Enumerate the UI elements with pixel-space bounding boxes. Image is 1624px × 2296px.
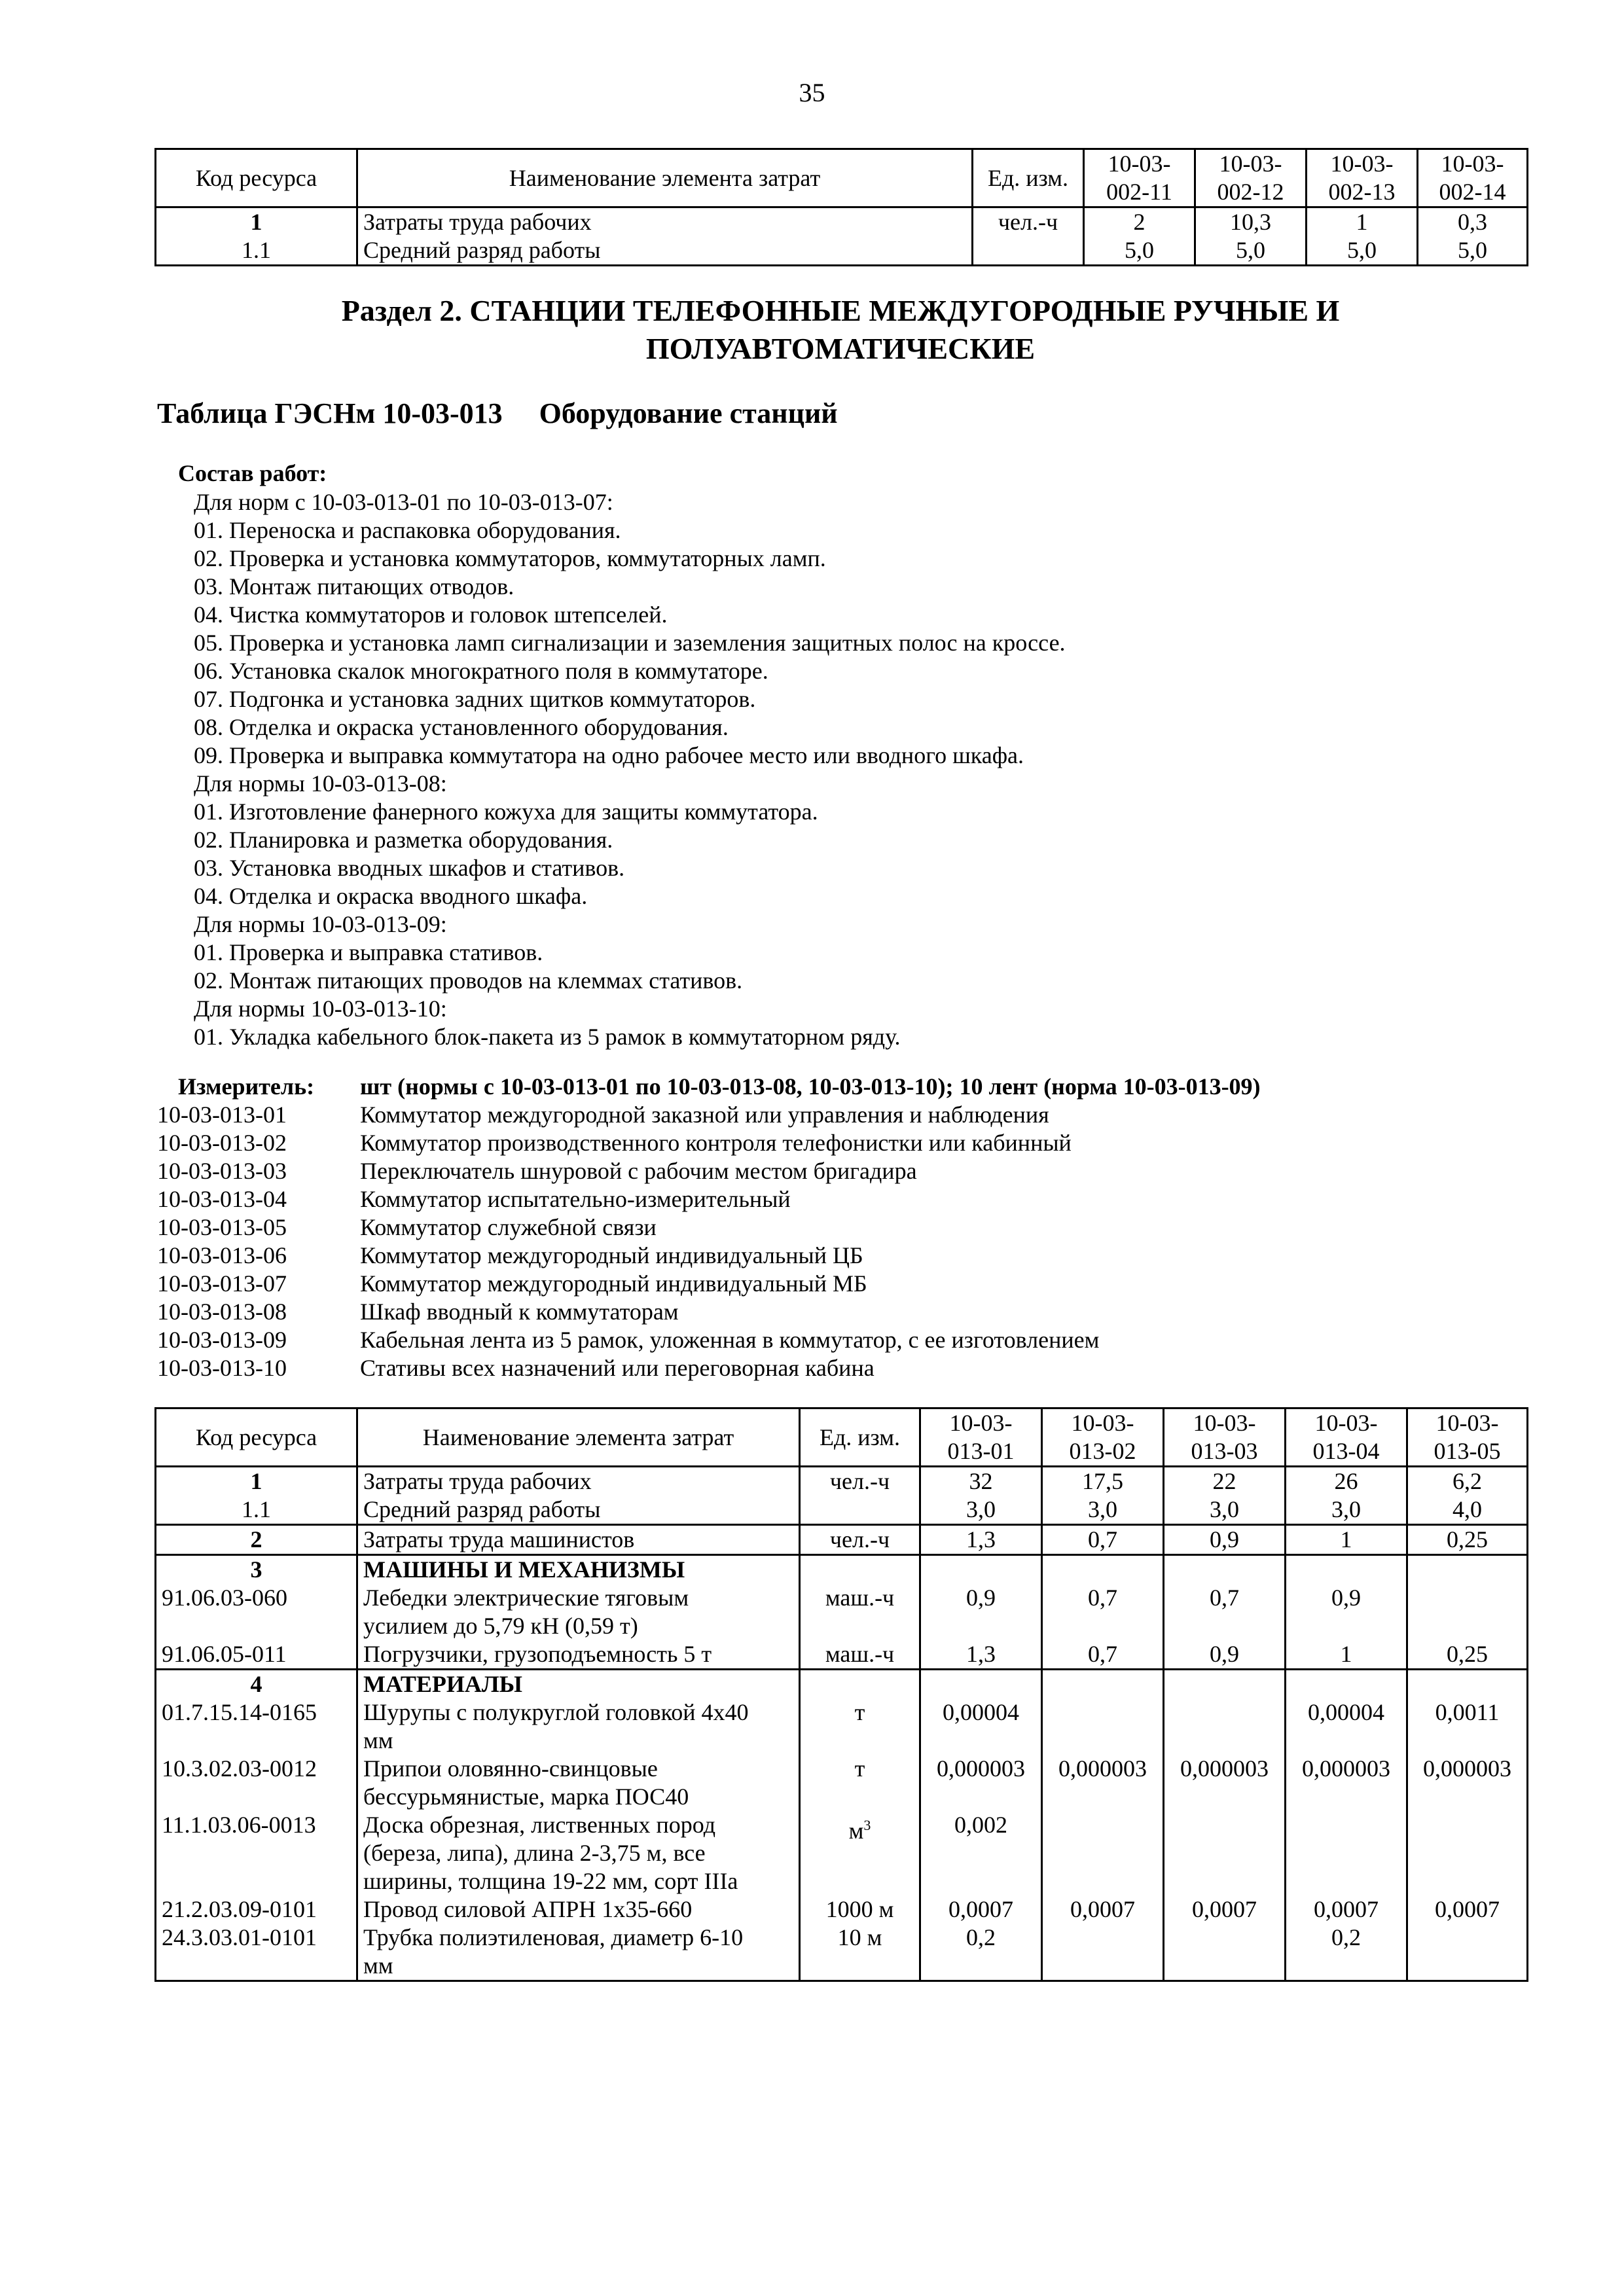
norm-code: 10-03-013-09 xyxy=(157,1327,287,1353)
work-item: 06. Установка скалок многократного поля в коммутаторе. xyxy=(194,658,768,684)
norm-code: 10-03-013-02 xyxy=(157,1130,287,1156)
measure-block xyxy=(157,1073,1261,1382)
unit: чел.-ч xyxy=(800,1525,920,1555)
norm-row xyxy=(157,1157,1261,1185)
norm-value: 0,002 xyxy=(920,1811,1042,1895)
norm-value: 0,000003 xyxy=(1286,1755,1407,1811)
norm-row xyxy=(157,1298,1261,1326)
norm-value: 1 xyxy=(1286,1640,1407,1670)
norm-row xyxy=(157,1270,1261,1298)
resource-code: 10.3.02.03-0012 xyxy=(156,1755,357,1811)
page-number: 35 xyxy=(799,78,825,107)
table-row xyxy=(156,1698,1528,1755)
table-row xyxy=(156,1467,1528,1496)
norm-value xyxy=(1164,1698,1286,1755)
norm-row xyxy=(157,1326,1261,1354)
work-item: 02. Проверка и установка коммутаторов, коммутаторных ламп. xyxy=(194,545,826,571)
norm-code: 10-03-013-05 xyxy=(157,1214,287,1240)
norm-value xyxy=(1042,1811,1164,1895)
work-item: 01. Проверка и выправка стативов. xyxy=(194,939,543,965)
header-norm-column: 10-03- 013-01 xyxy=(920,1408,1042,1467)
norm-value: 0,9 xyxy=(1164,1525,1286,1555)
norm-value: 3,0 xyxy=(1042,1496,1164,1525)
norm-value: 3,0 xyxy=(1164,1496,1286,1525)
table-header-row xyxy=(156,1408,1528,1467)
norm-name: Шкаф вводный к коммутаторам xyxy=(360,1299,679,1325)
unit xyxy=(800,1555,920,1585)
resource-code: 4 xyxy=(156,1670,357,1699)
unit: маш.-ч xyxy=(800,1584,920,1640)
norm-value: 6,2 xyxy=(1407,1467,1528,1496)
work-item: Для норм с 10-03-013-01 по 10-03-013-07: xyxy=(194,489,613,515)
norm-value: 0,7 xyxy=(1042,1640,1164,1670)
cost-element-name: МАШИНЫ И МЕХАНИЗМЫ xyxy=(357,1555,800,1585)
norm-value: 0,2 xyxy=(1286,1924,1407,1981)
work-item: 03. Установка вводных шкафов и стативов. xyxy=(194,855,625,881)
resource-code: 11.1.03.06-0013 xyxy=(156,1811,357,1895)
work-item: Для нормы 10-03-013-09: xyxy=(194,911,447,937)
cost-element-name: Провод силовой АПРН 1х35-660 xyxy=(357,1895,800,1924)
cost-element-name: Погрузчики, грузоподъемность 5 т xyxy=(357,1640,800,1670)
norm-value xyxy=(1286,1811,1407,1895)
unit: 1000 м xyxy=(800,1895,920,1924)
work-item: 04. Отделка и окраска вводного шкафа. xyxy=(194,883,588,909)
header-resource-code: Код ресурса xyxy=(156,1408,357,1467)
header-norm-column: 10-03- 002-12 xyxy=(1195,149,1307,207)
norm-code: 10-03-013-01 xyxy=(157,1102,287,1128)
measure-text: шт (нормы с 10-03-013-01 по 10-03-013-08, 10-03-013-10); 10 лент (норма 10-03-013-09) xyxy=(360,1073,1261,1100)
table-row xyxy=(156,1640,1528,1670)
work-item: 02. Монтаж питающих проводов на клеммах стативов. xyxy=(194,967,743,994)
unit xyxy=(800,1496,920,1525)
resource-code: 2 xyxy=(156,1525,357,1555)
unit: чел.-ч xyxy=(800,1467,920,1496)
header-norm-column: 10-03- 002-14 xyxy=(1418,149,1528,207)
norm-value: 0,0007 xyxy=(1042,1895,1164,1924)
norm-value xyxy=(1042,1555,1164,1585)
work-composition-list xyxy=(194,488,1066,1051)
work-item: 09. Проверка и выправка коммутатора на одно рабочее место или вводного шкафа. xyxy=(194,742,1024,768)
norm-code: 10-03-013-04 xyxy=(157,1186,287,1212)
work-composition-heading: Состав работ: xyxy=(178,460,327,486)
table-title xyxy=(157,395,838,432)
header-cost-element: Наименование элемента затрат xyxy=(357,1408,800,1467)
section-title: Раздел 2. СТАНЦИИ ТЕЛЕФОННЫЕ МЕЖДУГОРОДНЫЕ РУЧНЫЕ И ПОЛУАВТОМАТИЧЕСКИЕ xyxy=(341,294,1340,365)
cost-element-name: МАТЕРИАЛЫ xyxy=(357,1670,800,1699)
header-unit: Ед. изм. xyxy=(800,1408,920,1467)
unit: $м^3$ xyxy=(800,1811,920,1895)
resource-code: 1.1 xyxy=(156,1496,357,1525)
norm-name: Коммутатор производственного контроля телефонистки или кабинный xyxy=(360,1130,1072,1156)
table-row: 1.1 Средний разряд работы 5,0 5,0 5,0 5,0 xyxy=(156,236,1528,266)
measure-line xyxy=(157,1073,1261,1101)
norm-value: 0,0007 xyxy=(1164,1895,1286,1924)
table-row xyxy=(156,1811,1528,1895)
cost-element-name: Затраты труда рабочих xyxy=(357,1467,800,1496)
resource-code: 91.06.05-011 xyxy=(156,1640,357,1670)
norm-value: 0,000003 xyxy=(1042,1755,1164,1811)
top-resource-table xyxy=(154,148,1528,266)
norm-value: 22 xyxy=(1164,1467,1286,1496)
unit: т xyxy=(800,1698,920,1755)
table-code: Таблица ГЭСНм 10-03-013 xyxy=(157,397,503,429)
norm-row xyxy=(157,1213,1261,1242)
unit: маш.-ч xyxy=(800,1640,920,1670)
norm-name: Стативы всех назначений или переговорная кабина xyxy=(360,1355,875,1381)
header-norm-column: 10-03- 013-05 xyxy=(1407,1408,1528,1467)
work-item: Для нормы 10-03-013-10: xyxy=(194,996,447,1022)
table-header-row xyxy=(156,149,1528,207)
norm-code: 10-03-013-06 xyxy=(157,1242,287,1268)
norm-value: 1,3 xyxy=(920,1525,1042,1555)
norm-code: 10-03-013-10 xyxy=(157,1355,287,1381)
norm-value: 0,25 xyxy=(1407,1640,1528,1670)
norm-value: 0,7 xyxy=(1042,1584,1164,1640)
cost-element-name: Затраты труда машинистов xyxy=(357,1525,800,1555)
unit xyxy=(800,1670,920,1699)
work-item: 07. Подгонка и установка задних щитков коммутаторов. xyxy=(194,686,756,712)
norm-value: 0,9 xyxy=(920,1584,1042,1640)
resource-code: 21.2.03.09-0101 xyxy=(156,1895,357,1924)
work-item: 01. Укладка кабельного блок-пакета из 5 рамок в коммутаторном ряду. xyxy=(194,1024,901,1050)
norm-row xyxy=(157,1185,1261,1213)
norm-value xyxy=(1407,1555,1528,1585)
norm-value: 26 xyxy=(1286,1467,1407,1496)
norm-value xyxy=(1164,1811,1286,1895)
norm-value: 0,0007 xyxy=(920,1895,1042,1924)
norm-code: 10-03-013-03 xyxy=(157,1158,287,1184)
norm-value xyxy=(1407,1924,1528,1981)
norm-name: Переключатель шнуровой с рабочим местом бригадира xyxy=(360,1158,917,1184)
header-norm-column: 10-03- 013-03 xyxy=(1164,1408,1286,1467)
header-norm-column: 10-03- 002-13 xyxy=(1307,149,1418,207)
unit: т xyxy=(800,1755,920,1811)
cost-element-name: Средний разряд работы xyxy=(357,1496,800,1525)
norm-name: Коммутатор междугородный индивидуальный ЦБ xyxy=(360,1242,863,1268)
table-row xyxy=(156,1755,1528,1811)
norm-value: 0,7 xyxy=(1164,1584,1286,1640)
table-row: 1 Затраты труда рабочих чел.-ч 2 10,3 1 0,3 xyxy=(156,207,1528,237)
norm-value xyxy=(1164,1670,1286,1699)
resource-code: 91.06.03-060 xyxy=(156,1584,357,1640)
header-norm-column: 10-03- 013-02 xyxy=(1042,1408,1164,1467)
table-name: Оборудование станций xyxy=(539,397,838,429)
work-item: 04. Чистка коммутаторов и головок штепселей. xyxy=(194,601,668,628)
norm-value: 0,00004 xyxy=(1286,1698,1407,1755)
table-row xyxy=(156,1555,1528,1585)
norm-value: 17,5 xyxy=(1042,1467,1164,1496)
cost-element-name: Трубка полиэтиленовая, диаметр 6-10 мм xyxy=(357,1924,800,1981)
norm-value: 0,00004 xyxy=(920,1698,1042,1755)
norm-value: 0,0011 xyxy=(1407,1698,1528,1755)
norm-value: 0,000003 xyxy=(920,1755,1042,1811)
table-row xyxy=(156,1525,1528,1555)
norm-value: 0,0007 xyxy=(1286,1895,1407,1924)
norm-value xyxy=(1407,1584,1528,1640)
norm-value: 0,9 xyxy=(1286,1584,1407,1640)
norm-row xyxy=(157,1354,1261,1382)
table-row xyxy=(156,1496,1528,1525)
norm-value: 0,000003 xyxy=(1164,1755,1286,1811)
norm-value: 1,3 xyxy=(920,1640,1042,1670)
norm-value: 0,000003 xyxy=(1407,1755,1528,1811)
norm-value xyxy=(1042,1924,1164,1981)
resource-code: 1 xyxy=(156,1467,357,1496)
header-norm-column: 10-03- 002-11 xyxy=(1084,149,1195,207)
norm-name: Коммутатор служебной связи xyxy=(360,1214,657,1240)
work-item: 01. Изготовление фанерного кожуха для защиты коммутатора. xyxy=(194,798,818,825)
norm-row xyxy=(157,1129,1261,1157)
resource-code: 01.7.15.14-0165 xyxy=(156,1698,357,1755)
header-resource-code: Код ресурса xyxy=(156,149,357,207)
header-norm-column: 10-03- 013-04 xyxy=(1286,1408,1407,1467)
norm-list xyxy=(157,1101,1261,1382)
cost-element-name: Припои оловянно-свинцовые бессурьмянистые, марка ПОС40 xyxy=(357,1755,800,1811)
work-item: Для нормы 10-03-013-08: xyxy=(194,770,447,797)
norm-value: 0,9 xyxy=(1164,1640,1286,1670)
norm-row xyxy=(157,1242,1261,1270)
norm-value: 0,25 xyxy=(1407,1525,1528,1555)
norm-row xyxy=(157,1101,1261,1129)
header-cost-element: Наименование элемента затрат xyxy=(357,149,973,207)
work-item: 01. Переноска и распаковка оборудования. xyxy=(194,517,621,543)
norm-value: 0,7 xyxy=(1042,1525,1164,1555)
norm-value: 3,0 xyxy=(1286,1496,1407,1525)
unit: 10 м xyxy=(800,1924,920,1981)
bottom-resource-table xyxy=(154,1407,1528,1982)
work-item: 03. Монтаж питающих отводов. xyxy=(194,573,514,600)
norm-value: 3,0 xyxy=(920,1496,1042,1525)
norm-value: 32 xyxy=(920,1467,1042,1496)
norm-value xyxy=(920,1555,1042,1585)
norm-value: 4,0 xyxy=(1407,1496,1528,1525)
norm-value xyxy=(1407,1670,1528,1699)
norm-value: 1 xyxy=(1286,1525,1407,1555)
header-unit: Ед. изм. xyxy=(973,149,1084,207)
norm-name: Коммутатор междугородной заказной или управления и наблюдения xyxy=(360,1102,1049,1128)
resource-code: 3 xyxy=(156,1555,357,1585)
cost-element-name: Доска обрезная, лиственных пород (береза, липа), длина 2-3,75 м, все ширины, толщина 19-22 мм, сорт IIIа xyxy=(357,1811,800,1895)
norm-value: 0,0007 xyxy=(1407,1895,1528,1924)
cost-element-name: Лебедки электрические тяговым усилием до 5,79 кН (0,59 т) xyxy=(357,1584,800,1640)
cost-element-name: Шурупы с полукруглой головкой 4х40 мм xyxy=(357,1698,800,1755)
norm-value xyxy=(1164,1924,1286,1981)
work-item: 08. Отделка и окраска установленного оборудования. xyxy=(194,714,729,740)
norm-value xyxy=(1286,1555,1407,1585)
norm-value xyxy=(1042,1670,1164,1699)
norm-name: Коммутатор междугородный индивидуальный МБ xyxy=(360,1270,867,1297)
work-item: 05. Проверка и установка ламп сигнализации и заземления защитных полос на кроссе. xyxy=(194,630,1066,656)
norm-code: 10-03-013-07 xyxy=(157,1270,287,1297)
norm-value xyxy=(1164,1555,1286,1585)
resource-code: 24.3.03.01-0101 xyxy=(156,1924,357,1981)
norm-value xyxy=(1407,1811,1528,1895)
measure-label: Измеритель: xyxy=(178,1073,315,1100)
norm-value xyxy=(1286,1670,1407,1699)
norm-value: 0,2 xyxy=(920,1924,1042,1981)
norm-value xyxy=(1042,1698,1164,1755)
norm-value xyxy=(920,1670,1042,1699)
table-row xyxy=(156,1895,1528,1924)
norm-name: Кабельная лента из 5 рамок, уложенная в коммутатор, с ее изготовлением xyxy=(360,1327,1100,1353)
table-row xyxy=(156,1924,1528,1981)
norm-name: Коммутатор испытательно-измерительный xyxy=(360,1186,791,1212)
norm-code: 10-03-013-08 xyxy=(157,1299,287,1325)
work-item: 02. Планировка и разметка оборудования. xyxy=(194,827,613,853)
table-row xyxy=(156,1584,1528,1640)
table-row xyxy=(156,1670,1528,1699)
